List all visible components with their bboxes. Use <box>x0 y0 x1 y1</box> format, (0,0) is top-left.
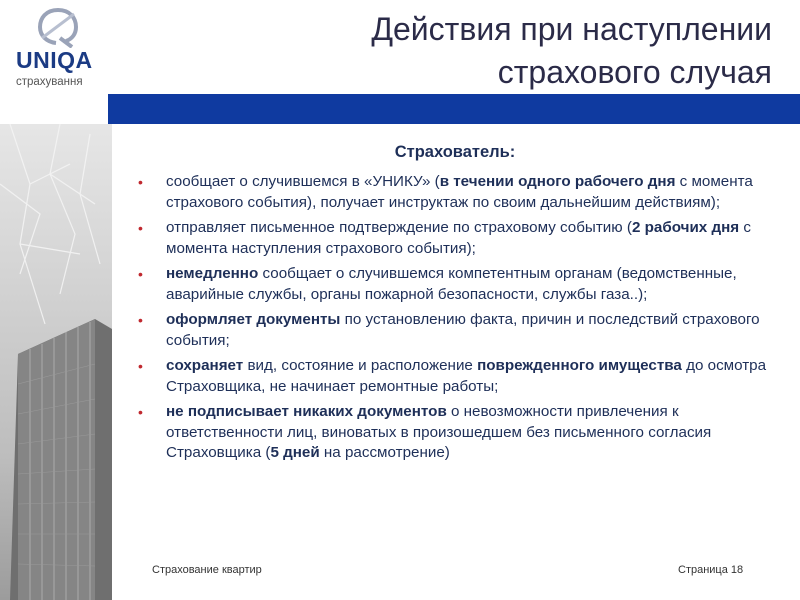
emphasis-text: 5 дней <box>270 444 320 461</box>
slide-title <box>252 8 772 94</box>
bullet-icon: • <box>138 174 143 190</box>
action-list <box>138 172 778 464</box>
emphasis-text: немедленно <box>166 265 259 282</box>
uniqa-logo-mark-icon <box>36 8 80 48</box>
list-item <box>138 402 778 464</box>
header-accent-bar <box>108 94 800 124</box>
list-item <box>138 264 778 305</box>
list-item <box>138 356 778 397</box>
footer-page-number: Страница 18 <box>678 564 744 576</box>
emphasis-text: поврежденного имущества <box>477 357 682 374</box>
bullet-icon: • <box>138 266 143 282</box>
item-text: с момента наступления страхового события); <box>166 219 751 257</box>
item-text: отправляет письменное подтверждение по страховому событию ( <box>166 219 632 236</box>
item-text: о невозможности привлечения к ответственности лиц, виноватых в произошедшем без письменного согласия Страховщика ( <box>166 403 712 461</box>
slide-content <box>138 143 778 469</box>
list-item <box>138 310 778 351</box>
decorative-building-photo <box>0 124 112 600</box>
item-text: сообщает о случившемся в «УНИКУ» ( <box>166 173 440 190</box>
bullet-icon: • <box>138 404 143 420</box>
emphasis-text: сохраняет <box>166 357 244 374</box>
content-heading: Страхователь: <box>394 143 516 161</box>
emphasis-text: 2 рабочих дня <box>631 219 740 236</box>
list-item <box>138 172 778 213</box>
bullet-icon: • <box>138 312 143 328</box>
title-line-1: Действия при наступлении <box>371 11 772 47</box>
item-text: на рассмотрение) <box>319 444 450 461</box>
item-text: до осмотра Страховщика, не начинает ремонтные работы; <box>166 357 767 395</box>
bullet-icon: • <box>138 220 143 236</box>
uniqa-logo <box>14 8 104 88</box>
bullet-icon: • <box>138 358 143 374</box>
item-text: вид, состояние и расположение <box>243 357 478 374</box>
logo-name: UNIQA <box>16 47 93 73</box>
building-illustration <box>0 124 112 600</box>
item-text: с момента страхового события), получает инструктаж по своим дальнейшим действиям); <box>166 173 753 211</box>
item-text: сообщает о случившемся компетентным органам (ведомственные, аварийные службы, органы пожарной безопасности, службы газа..); <box>166 265 737 303</box>
logo-subtitle: страхування <box>16 76 83 88</box>
item-text: по установлению факта, причин и последствий страхового события; <box>166 311 760 349</box>
emphasis-text: оформляет документы <box>166 311 341 328</box>
title-line-2: страхового случая <box>497 54 772 90</box>
emphasis-text: в течении одного рабочего дня <box>439 173 676 190</box>
footer-document-title: Страхование квартир <box>152 564 262 576</box>
list-item <box>138 218 778 259</box>
emphasis-text: не подписывает никаких документов <box>166 403 447 420</box>
